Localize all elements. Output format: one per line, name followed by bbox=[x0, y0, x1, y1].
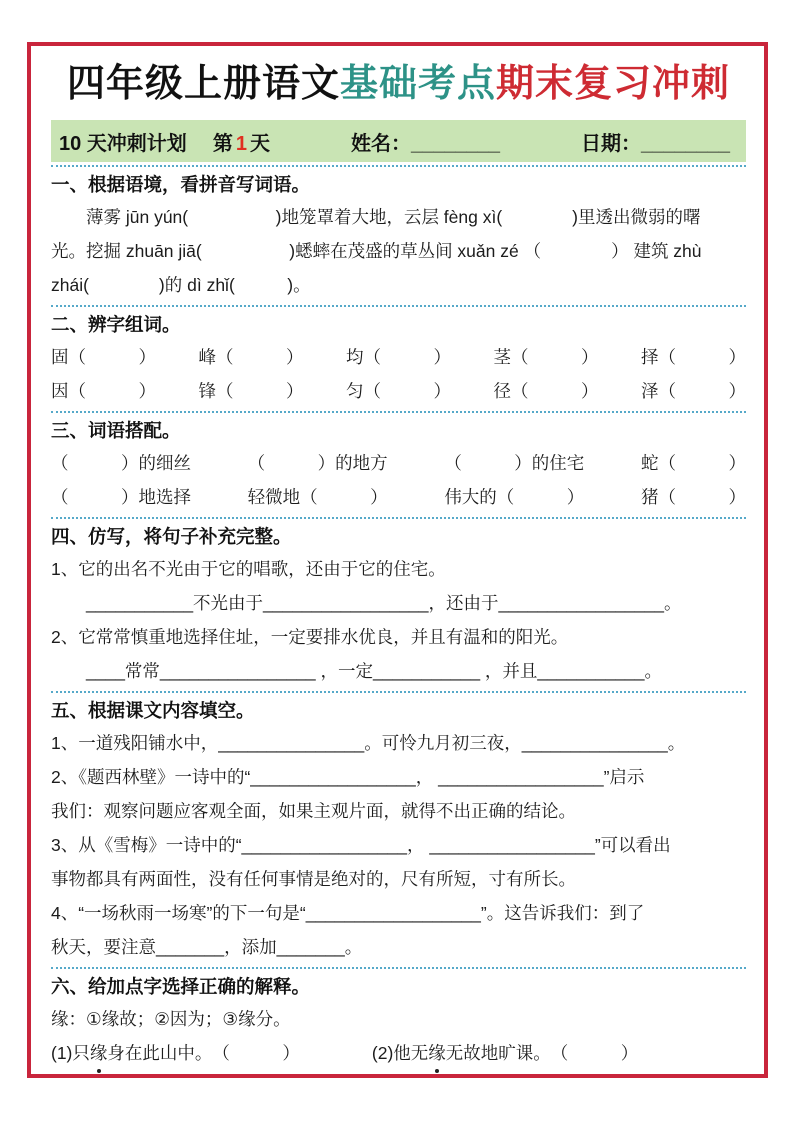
date-label: 日期： bbox=[581, 132, 642, 155]
char-pair-cell: 匀（ ） bbox=[346, 381, 451, 401]
plan-banner bbox=[51, 120, 746, 162]
item-text: (1)只 bbox=[51, 1043, 90, 1063]
section-1-heading: 一、根据语境，看拼音写词语。 bbox=[51, 174, 311, 195]
phrase-cell: （ ）的住宅 bbox=[444, 453, 585, 473]
day-suffix: 天 bbox=[249, 132, 270, 155]
name-field bbox=[351, 127, 500, 156]
char-pair-cell: 泽（ ） bbox=[641, 381, 746, 401]
phrase-cell: （ ）的细丝 bbox=[51, 453, 191, 473]
section-separator bbox=[51, 305, 746, 307]
fill-blank-line: ____常常________________ ，一定___________ ，并且___________。 bbox=[51, 661, 662, 681]
char-pair-cell: 径（ ） bbox=[493, 381, 599, 401]
fill-blank-line: ___________不光由于_________________，还由于_________________。 bbox=[51, 593, 682, 613]
phrase-cell: 猪（ ） bbox=[640, 487, 746, 507]
day-label bbox=[213, 127, 270, 156]
dotted-char: 缘 bbox=[90, 1036, 108, 1070]
char-pair-cell: 择（ ） bbox=[641, 347, 746, 367]
char-pair-cell: 因（ ） bbox=[51, 381, 156, 401]
section-5-text-recall bbox=[51, 696, 746, 964]
text-line: 我们：观察问题应客观全面，如果主观片面，就得不出正确的结论。 bbox=[51, 801, 576, 821]
text-line: 光。挖掘 zhuān jiā( )蟋蟀在茂盛的草丛间 xuǎn zé （ ） 建筑 zhù bbox=[51, 241, 702, 261]
section-2-word-formation bbox=[51, 310, 746, 408]
section-separator bbox=[51, 967, 746, 969]
page-title bbox=[51, 60, 746, 108]
item-text: 身在此山中。 （ ） bbox=[107, 1043, 300, 1063]
plan-label: 10 天冲刺计划 bbox=[59, 132, 187, 155]
gloss-line: 缘：①缘故；②因为；③缘分。 bbox=[51, 1009, 291, 1029]
day-number: 1 bbox=[235, 132, 247, 155]
title-segment-basics: 基础考点 bbox=[339, 63, 496, 105]
date-blank: ________ bbox=[641, 132, 730, 155]
section-separator bbox=[51, 411, 746, 413]
phrase-cell: 蛇（ ） bbox=[640, 453, 746, 473]
section-4-sentence-imitation bbox=[51, 522, 746, 688]
text-line: zhái( )的 dì zhǐ( )。 bbox=[51, 275, 311, 295]
fill-blank-line: 秋天，要注意_______，添加_______。 bbox=[51, 937, 363, 957]
text-line: 薄雾 jūn yún( )地笼罩着大地，云层 fèng xì( )里透出微弱的曙 bbox=[51, 207, 701, 227]
phrase-cell: 轻微地（ ） bbox=[247, 487, 388, 507]
fill-blank-line: 3、从《雪梅》一诗中的“_________________， _________________”可以看出 bbox=[51, 835, 671, 855]
title-segment-grade: 四年级上册语文 bbox=[66, 63, 340, 105]
text-line: 事物都具有两面性，没有任何事情是绝对的，尺有所短，寸有所长。 bbox=[51, 869, 576, 889]
section-separator bbox=[51, 691, 746, 693]
section-1-pinyin bbox=[51, 170, 746, 302]
char-pair-cell: 固（ ） bbox=[51, 347, 156, 367]
worksheet-page bbox=[27, 42, 768, 1078]
char-pair-cell: 锋（ ） bbox=[198, 381, 304, 401]
phrase-row bbox=[51, 446, 746, 480]
item-text: (2)他无 bbox=[371, 1043, 429, 1063]
phrase-cell: （ ）的地方 bbox=[247, 453, 388, 473]
choice-items-row bbox=[51, 1036, 746, 1070]
fill-blank-line: 4、“一场秋雨一场寒”的下一句是“__________________”。这告诉我们：到了 bbox=[51, 903, 645, 923]
char-pair-row bbox=[51, 374, 746, 408]
char-pair-row bbox=[51, 340, 746, 374]
phrase-row bbox=[51, 480, 746, 514]
fill-blank-line: 2、《题西林壁》一诗中的“_________________， _________________”启示 bbox=[51, 767, 645, 787]
date-field bbox=[581, 127, 730, 156]
choice-item-1 bbox=[51, 1036, 300, 1070]
section-6-word-meaning bbox=[51, 972, 746, 1070]
day-prefix: 第 bbox=[212, 132, 233, 155]
fill-blank-line: 1、一道残阳铺水中，_______________。可怜九月初三夜，_______________。 bbox=[51, 733, 686, 753]
phrase-cell: 伟大的（ ） bbox=[444, 487, 585, 507]
name-blank: ________ bbox=[410, 132, 500, 155]
dotted-char: 缘 bbox=[428, 1036, 446, 1070]
char-pair-cell: 均（ ） bbox=[346, 347, 451, 367]
section-separator bbox=[51, 165, 746, 167]
section-2-heading: 二、辨字组词。 bbox=[51, 314, 181, 335]
char-pair-cell: 茎（ ） bbox=[493, 347, 599, 367]
text-line: 2、它常常慎重地选择住址，一定要排水优良，并且有温和的阳光。 bbox=[51, 627, 569, 647]
section-4-heading: 四、仿写，将句子补充完整。 bbox=[51, 526, 292, 547]
title-segment-review: 期末复习冲刺 bbox=[496, 63, 731, 105]
char-pair-cell: 峰（ ） bbox=[198, 347, 304, 367]
section-3-collocation bbox=[51, 416, 746, 514]
text-line: 1、它的出名不光由于它的唱歌，还由于它的住宅。 bbox=[51, 559, 446, 579]
phrase-cell: （ ）地选择 bbox=[51, 487, 191, 507]
section-separator bbox=[51, 517, 746, 519]
choice-item-2 bbox=[372, 1036, 638, 1070]
item-text: 无故地旷课。 （ ） bbox=[445, 1043, 639, 1063]
name-label: 姓名： bbox=[350, 132, 411, 155]
section-6-heading: 六、给加点字选择正确的解释。 bbox=[51, 976, 311, 997]
section-5-heading: 五、根据课文内容填空。 bbox=[51, 700, 255, 721]
section-3-heading: 三、词语搭配。 bbox=[51, 420, 181, 441]
